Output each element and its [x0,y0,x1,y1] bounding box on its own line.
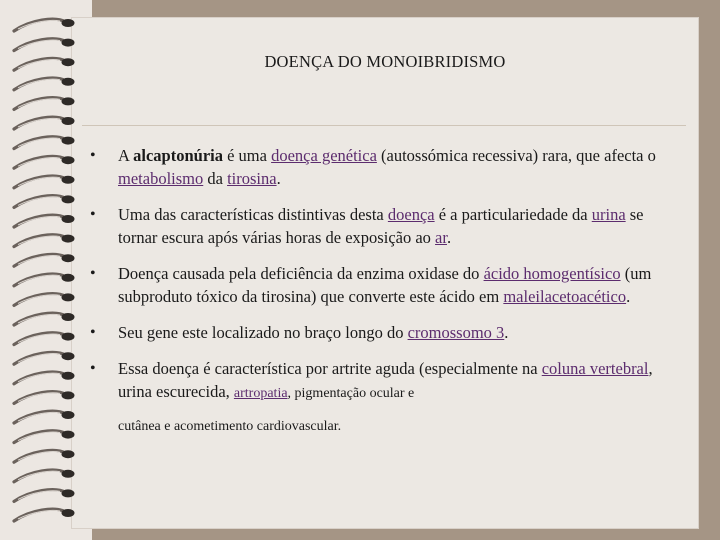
spiral-hole [62,19,75,27]
bullet-text: Doença causada pela deficiência da enzima oxidase do [118,264,484,283]
bullet-text: é a particulariedade da [434,205,592,224]
hyperlink[interactable]: ácido homogentísico [483,264,621,283]
bullet-item [84,321,684,344]
spiral-hole [62,352,75,360]
spiral-hole [62,313,75,321]
hyperlink[interactable]: doença [387,205,435,224]
spiral-hole [62,254,75,262]
spiral-hole [62,450,75,458]
bullet-text: (autossómica recessiva) rara, que afecta o [376,146,656,165]
spiral-hole [62,117,75,125]
bullet-text: A [118,146,134,165]
title-divider [82,125,686,126]
hyperlink[interactable]: tirosina [227,169,277,188]
slide-title: DOENÇA DO MONOIBRIDISMO [264,52,506,71]
bullet-text: Essa doença é característica por artrite aguda (especialmente na [118,359,542,378]
hyperlink[interactable]: metabolismo [118,169,204,188]
spiral-hole [62,195,75,203]
hyperlink[interactable]: coluna vertebral [541,359,649,378]
bullet-text: se tornar escura após várias horas de exposição ao [118,205,644,247]
bullet-text: cutânea e acometimento cardiovascular. [118,419,342,434]
bold-term: alcaptonúria [133,146,223,165]
spiral-hole [62,235,75,243]
spiral-hole [62,489,75,497]
spiral-hole [62,176,75,184]
bullet-text: . [446,228,452,247]
spiral-hole [62,137,75,145]
bullet-text: Seu gene este localizado no braço longo do [118,323,408,342]
hyperlink[interactable]: cromossomo 3 [407,323,505,342]
hyperlink[interactable]: urina [591,205,626,224]
bullet-item [84,357,684,438]
spiral-hole [62,333,75,341]
line-gap [118,405,684,413]
hyperlink[interactable]: artropatia [233,386,288,401]
spiral-hole [62,97,75,105]
spiral-hole [62,39,75,47]
bullet-text: é uma [222,146,272,165]
bullet-item [84,203,684,249]
hyperlink[interactable]: maleilacetoacético [503,287,627,306]
bullet-item [84,144,684,190]
spiral-hole [62,431,75,439]
bullet-text: . [276,169,281,188]
spiral-hole [62,156,75,164]
spiral-hole [62,274,75,282]
spiral-binding-icon [0,0,92,540]
hyperlink[interactable]: doença genética [271,146,377,165]
bullet-text: , pigmentação ocular e [287,386,415,401]
bullet-text: Uma das características distintivas desta [118,205,388,224]
spiral-hole [62,470,75,478]
bullet-text: , urina escurecida, [118,359,653,401]
spiral-hole [62,372,75,380]
spiral-hole [62,411,75,419]
spiral-hole [62,391,75,399]
bullet-list [84,144,684,451]
spiral-hole [62,509,75,517]
bullet-text: da [203,169,228,188]
bullet-text: . [626,287,631,306]
hyperlink[interactable]: ar [435,228,447,247]
spiral-hole [62,78,75,86]
spiral-hole [62,215,75,223]
bullet-text: . [504,323,509,342]
bullet-item [84,262,684,308]
spiral-hole [62,293,75,301]
bullet-text: (um subproduto tóxico da tirosina) que converte este ácido em [118,264,652,306]
